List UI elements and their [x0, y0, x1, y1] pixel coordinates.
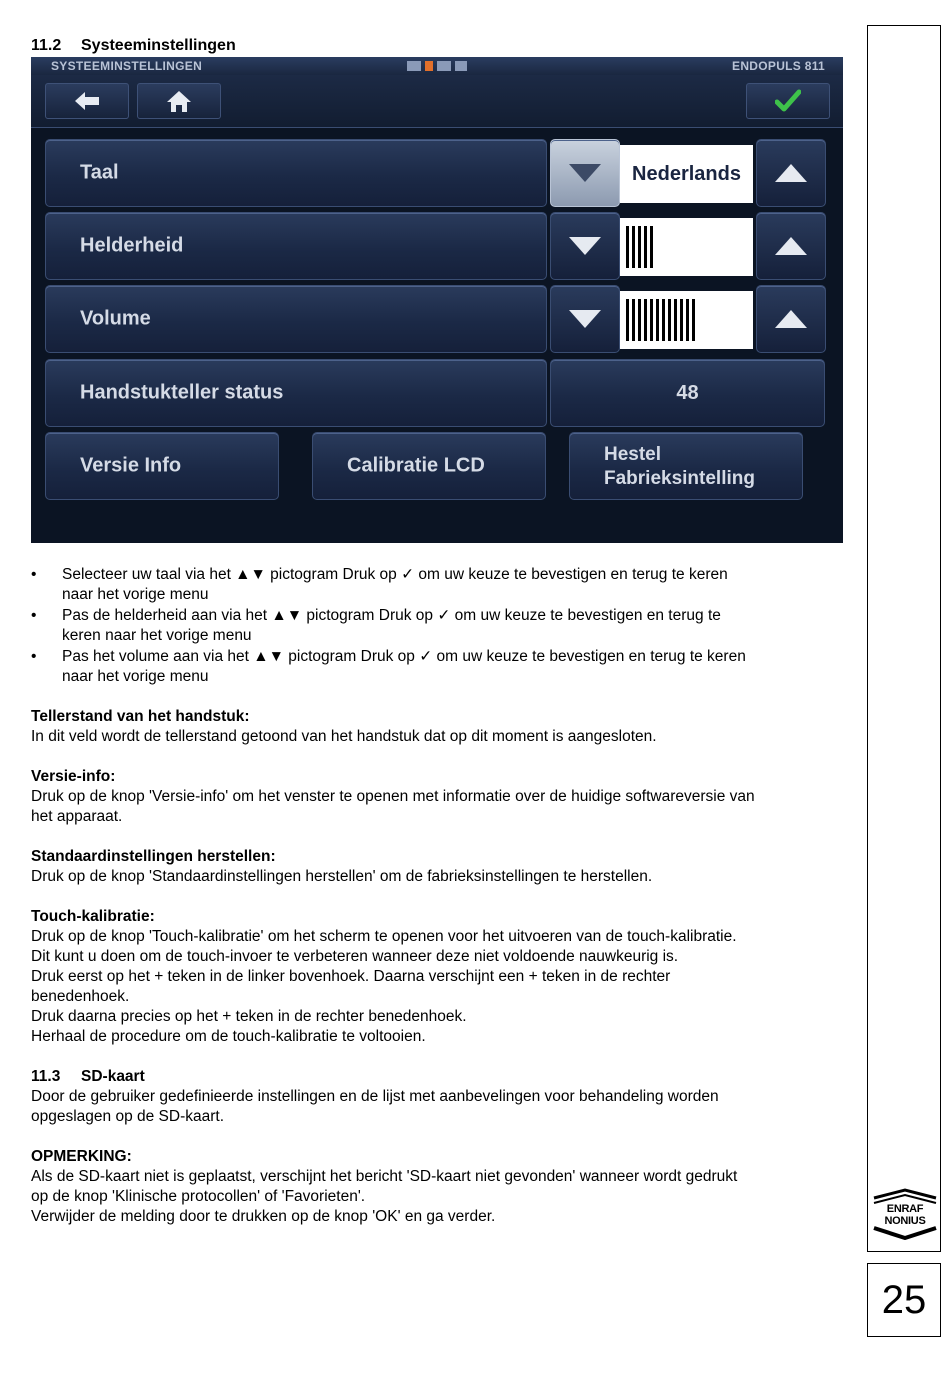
paragraph-line: Herhaal de procedure om de touch-kalibratie te voltooien.: [31, 1028, 426, 1045]
back-button[interactable]: [45, 83, 129, 119]
bullet-icon: •: [31, 648, 37, 665]
paragraph-line: Druk eerst op het + teken in de linker bovenhoek. Daarna verschijnt een + teken in de rechter: [31, 968, 671, 985]
level-bar: [644, 226, 647, 268]
brand-logo: [870, 1188, 940, 1240]
checkmark-icon: [775, 89, 801, 113]
section-title: Systeeminstellingen: [81, 37, 236, 54]
bullet-icon: •: [31, 607, 37, 624]
brightness-row[interactable]: [45, 212, 547, 280]
level-bar: [638, 299, 641, 341]
triangle-up-icon: [774, 236, 808, 256]
note-section: [31, 1147, 846, 1227]
defaults-heading: Standaardinstellingen herstellen:: [31, 848, 276, 865]
level-bar: [668, 299, 671, 341]
version-info-button[interactable]: [45, 432, 279, 500]
level-bar: [644, 299, 647, 341]
language-row[interactable]: [45, 139, 547, 207]
volume-level-bars: [626, 299, 695, 341]
version-info-label: Versie Info: [80, 454, 182, 477]
paragraph-line: benedenhoek.: [31, 988, 130, 1005]
level-bar: [650, 226, 653, 268]
instruction-list: [31, 565, 841, 688]
volume-row[interactable]: [45, 285, 547, 353]
paragraph-line: Door de gebruiker gedefinieerde instellingen en de lijst met aanbevelingen voor behandeling worden: [31, 1088, 719, 1105]
version-section: [31, 767, 846, 827]
paragraph-line: het apparaat.: [31, 808, 123, 825]
paragraph-line: Druk op de knop 'Versie-info' om het venster te openen met informatie over de huidige softwareversie van: [31, 788, 755, 805]
device-screen: [31, 57, 843, 543]
brightness-up-button[interactable]: [756, 212, 826, 280]
volume-level-box: [620, 291, 753, 349]
factory-reset-button[interactable]: [569, 432, 803, 500]
level-bar: [680, 299, 683, 341]
level-bar: [626, 299, 629, 341]
volume-label: Volume: [80, 307, 151, 330]
language-value-box: [620, 145, 753, 203]
brightness-level-bars: [626, 226, 653, 268]
triangle-up-icon: [774, 163, 808, 183]
triangle-up-icon: [774, 309, 808, 329]
handpiece-counter-value-box: [550, 359, 825, 427]
level-bar: [656, 299, 659, 341]
list-item-line: naar het vorige menu: [62, 586, 209, 603]
list-item-line: Selecteer uw taal via het ▲▼ pictogram Druk op ✓ om uw keuze te bevestigen en terug te keren: [62, 566, 728, 583]
level-bar: [674, 299, 677, 341]
level-bar: [686, 299, 689, 341]
margin-tab: [867, 25, 941, 1252]
paragraph-line: Als de SD-kaart niet is geplaatst, verschijnt het bericht 'SD-kaart niet gevonden' wanneer wordt gedrukt: [31, 1168, 738, 1185]
paragraph-line: Druk op de knop 'Standaardinstellingen herstellen' om de fabrieksinstellingen te herstellen.: [31, 868, 653, 885]
device-toolbar: [31, 75, 843, 128]
section-heading-11-2: [31, 37, 236, 55]
triangle-down-icon: [568, 236, 602, 256]
device-model: ENDOPULS 811: [732, 59, 825, 73]
brightness-label: Helderheid: [80, 234, 184, 257]
calibration-lcd-button[interactable]: [312, 432, 546, 500]
version-heading: Versie-info:: [31, 768, 116, 785]
handpiece-counter-value: 48: [676, 381, 699, 404]
list-item: [31, 565, 841, 605]
bullet-icon: •: [31, 566, 37, 583]
handpiece-counter-row: [45, 359, 547, 427]
factory-reset-label-line1: Hestel: [604, 444, 662, 465]
list-item: [31, 606, 841, 646]
paragraph-line: Druk daarna precies op het + teken in de rechter benedenhoek.: [31, 1008, 467, 1025]
paragraph-line: opgeslagen op de SD-kaart.: [31, 1108, 225, 1125]
factory-reset-label-line2: Fabrieksintelling: [604, 468, 755, 489]
paragraph-line: Verwijder de melding door te drukken op de knop 'OK' en ga verder.: [31, 1208, 496, 1225]
touch-section: [31, 907, 846, 1047]
paragraph-line: Druk op de knop 'Touch-kalibratie' om het scherm te openen voor het uitvoeren van de touch-kalibratie.: [31, 928, 737, 945]
brand-logo-icon: [407, 61, 467, 71]
list-item: [31, 647, 841, 687]
level-bar: [638, 226, 641, 268]
level-bar: [626, 226, 629, 268]
list-item-line: keren naar het vorige menu: [62, 627, 252, 644]
note-heading: OPMERKING:: [31, 1148, 132, 1165]
level-bar: [632, 226, 635, 268]
screen-title: SYSTEEMINSTELLINGEN: [51, 59, 203, 73]
level-bar: [692, 299, 695, 341]
factory-reset-label: [604, 443, 755, 491]
paragraph-line: op de knop 'Klinische protocollen' of 'Favorieten'.: [31, 1188, 366, 1205]
level-bar: [632, 299, 635, 341]
calibration-lcd-label: Calibratie LCD: [347, 454, 485, 477]
brightness-level-box: [620, 218, 753, 276]
page-number: 25: [867, 1263, 941, 1337]
back-arrow-icon: [73, 90, 101, 112]
counter-section: [31, 707, 846, 747]
language-value: Nederlands: [632, 162, 741, 185]
volume-up-button[interactable]: [756, 285, 826, 353]
home-icon: [166, 89, 192, 113]
language-down-button[interactable]: [550, 139, 620, 207]
level-bar: [650, 299, 653, 341]
defaults-section: [31, 847, 846, 887]
triangle-down-icon: [568, 163, 602, 183]
handpiece-counter-label: Handstukteller status: [80, 381, 284, 404]
level-bar: [662, 299, 665, 341]
triangle-down-icon: [568, 309, 602, 329]
counter-heading: Tellerstand van het handstuk:: [31, 708, 250, 725]
language-up-button[interactable]: [756, 139, 826, 207]
list-item-line: naar het vorige menu: [62, 668, 209, 685]
paragraph-line: In dit veld wordt de tellerstand getoond van het handstuk dat op dit moment is aangesloten.: [31, 728, 657, 745]
section-number: 11.3: [31, 1068, 61, 1085]
paragraph-line: Dit kunt u doen om de touch-invoer te verbeteren wanneer deze niet voldoende nauwkeurig is.: [31, 948, 679, 965]
language-label: Taal: [80, 161, 119, 184]
section-title: SD-kaart: [81, 1068, 145, 1085]
home-button[interactable]: [137, 83, 221, 119]
brightness-down-button[interactable]: [550, 212, 620, 280]
list-item-line: Pas het volume aan via het ▲▼ pictogram Druk op ✓ om uw keuze te bevestigen en terug te keren: [62, 648, 746, 665]
brand-line1: ENRAF: [886, 1203, 924, 1215]
section-number: 11.2: [31, 37, 62, 54]
sd-card-section: [31, 1067, 846, 1127]
device-title-bar: [31, 57, 843, 75]
confirm-button[interactable]: [746, 83, 830, 119]
touch-heading: Touch-kalibratie:: [31, 908, 155, 925]
brand-line2: NONIUS: [884, 1215, 926, 1227]
list-item-line: Pas de helderheid aan via het ▲▼ pictogram Druk op ✓ om uw keuze te bevestigen en terug te: [62, 607, 721, 624]
volume-down-button[interactable]: [550, 285, 620, 353]
section-heading-11-3: [31, 1067, 846, 1087]
